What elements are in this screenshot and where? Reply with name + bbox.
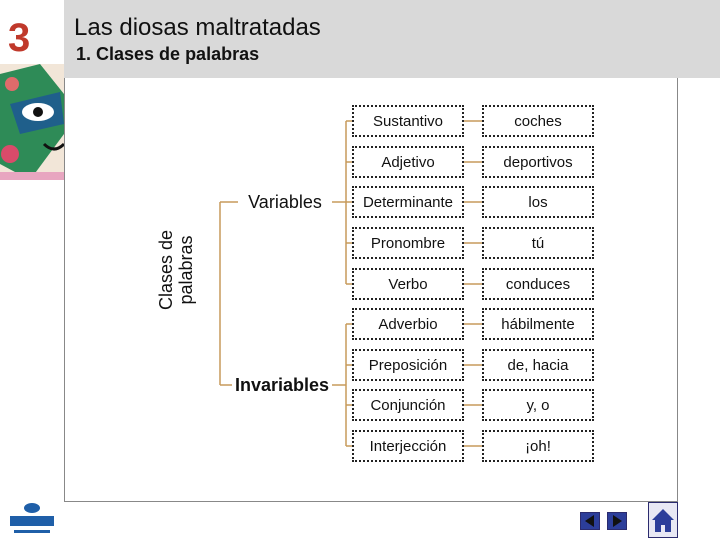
example-box: tú — [482, 227, 594, 259]
example-box: conduces — [482, 268, 594, 300]
next-button[interactable] — [607, 512, 627, 530]
page-subtitle: 1. Clases de palabras — [76, 44, 260, 64]
category-box: Sustantivo — [352, 105, 464, 137]
arrow-left-icon — [581, 513, 599, 529]
category-box: Pronombre — [352, 227, 464, 259]
root-label: Clases de palabras — [156, 229, 196, 311]
example-box: hábilmente — [482, 308, 594, 340]
editex-logo — [8, 500, 56, 536]
prev-button[interactable] — [580, 512, 600, 530]
group-label-variables: Variables — [238, 192, 332, 213]
example-box: y, o — [482, 389, 594, 421]
arrow-right-icon — [608, 513, 626, 529]
group-label-invariables: Invariables — [232, 375, 332, 396]
example-box: ¡oh! — [482, 430, 594, 462]
category-box: Interjección — [352, 430, 464, 462]
example-box: los — [482, 186, 594, 218]
category-box: Adjetivo — [352, 146, 464, 178]
category-box: Conjunción — [352, 389, 464, 421]
home-icon — [649, 503, 677, 537]
unit-number: 3 — [8, 16, 31, 60]
category-box: Preposición — [352, 349, 464, 381]
example-box: de, hacia — [482, 349, 594, 381]
home-button[interactable] — [648, 502, 678, 538]
example-box: deportivos — [482, 146, 594, 178]
page-title: Las diosas maltratadas — [74, 14, 321, 41]
category-box: Determinante — [352, 186, 464, 218]
category-box: Verbo — [352, 268, 464, 300]
category-box: Adverbio — [352, 308, 464, 340]
example-box: coches — [482, 105, 594, 137]
